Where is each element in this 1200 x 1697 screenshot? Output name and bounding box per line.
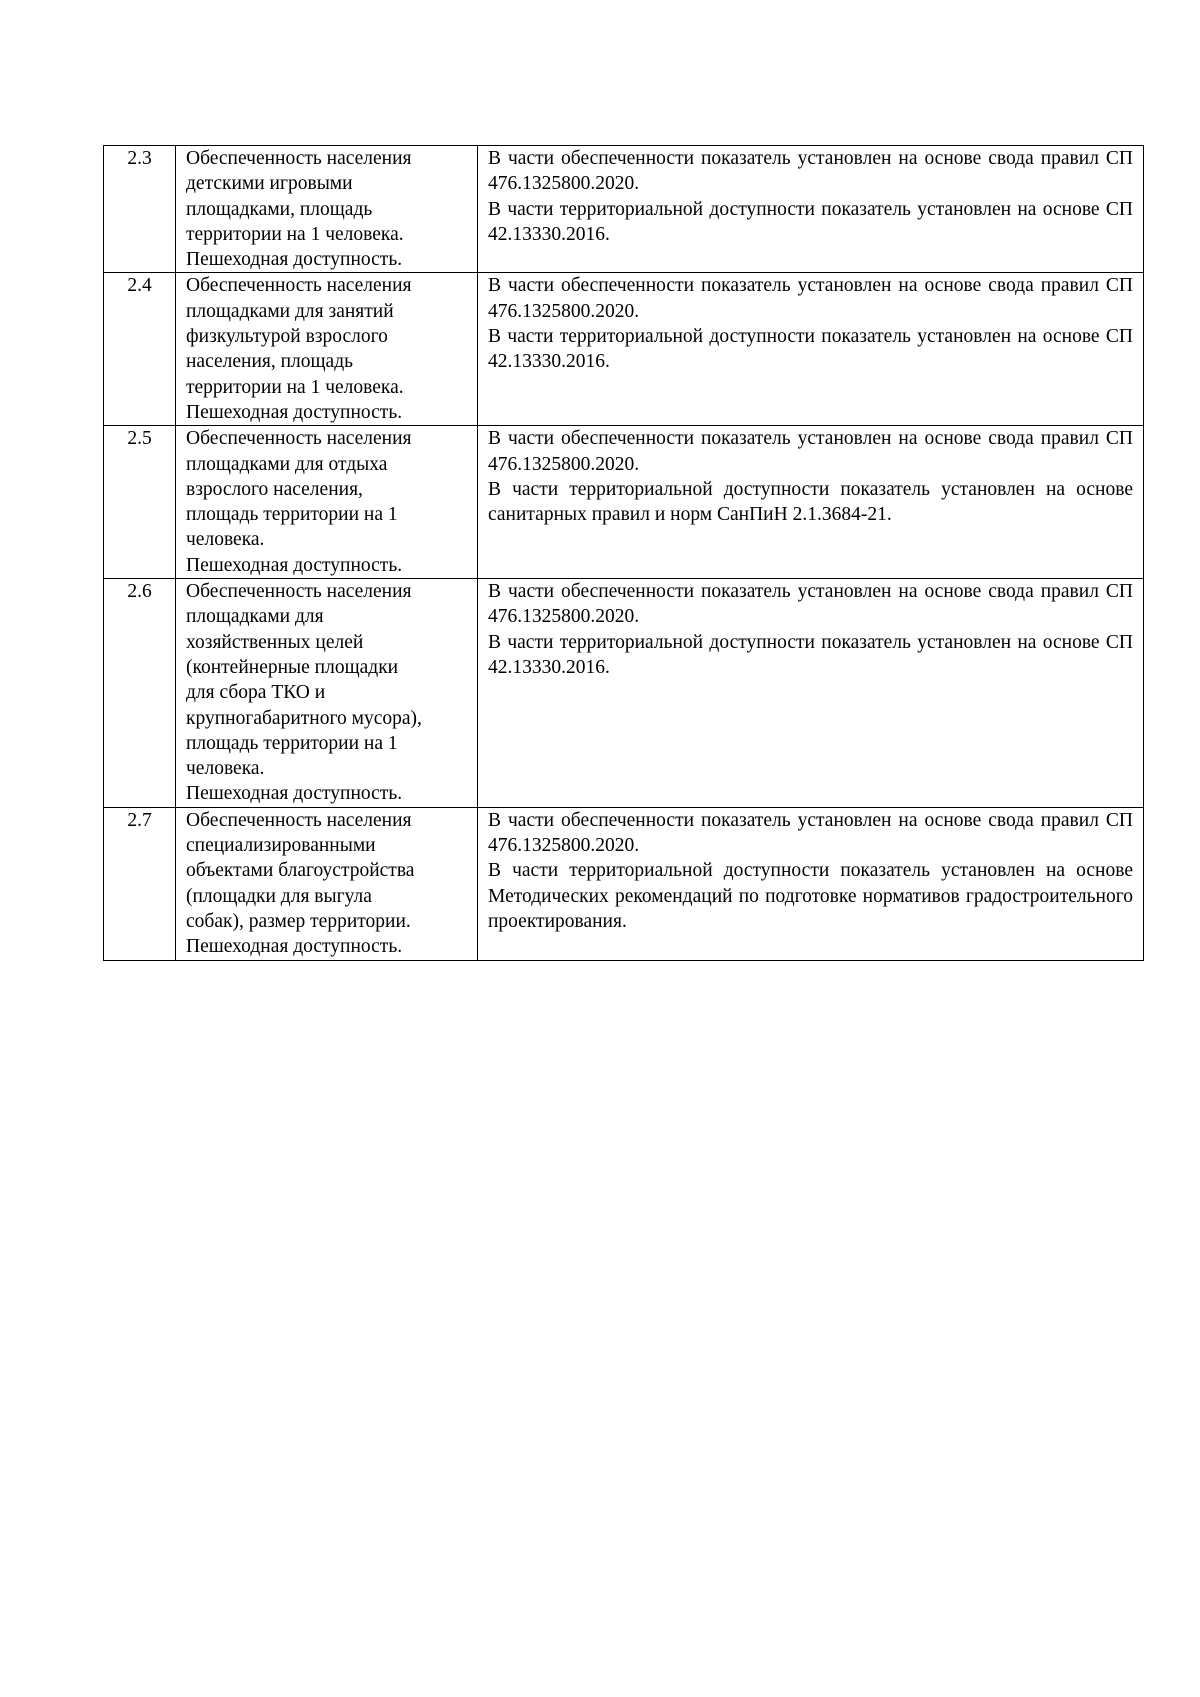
table-row: [104, 146, 1144, 273]
indicator-cell: [176, 273, 478, 426]
indicator-line: Пешеходная доступность.: [186, 401, 403, 423]
basis-paragraph: В части территориальной доступности показатель установлен на основе СП 42.13330.2016.: [488, 326, 1133, 373]
indicator-line: площадками для занятий: [186, 300, 394, 322]
table-row: [104, 579, 1144, 808]
indicator-line: Пешеходная доступность.: [186, 249, 403, 271]
indicator-line: территории на 1 человека.: [186, 376, 404, 398]
basis-cell: [478, 579, 1144, 808]
indicator-line: Обеспеченность населения: [186, 809, 412, 831]
indicator-cell: [176, 426, 478, 579]
indicator-line: площадками для отдыха: [186, 453, 388, 475]
indicator-line: (контейнерные площадки: [186, 656, 399, 678]
row-number: 2.4: [104, 273, 176, 426]
indicator-line: для сбора ТКО и: [186, 682, 326, 704]
table-body: [104, 146, 1144, 961]
basis-paragraph: В части территориальной доступности показатель установлен на основе СП 42.13330.2016.: [488, 631, 1133, 678]
basis-paragraph: В части обеспеченности показатель установлен на основе свода правил СП 476.1325800.2020.: [488, 275, 1133, 322]
indicator-line: Обеспеченность населения: [186, 428, 412, 450]
basis-cell: [478, 146, 1144, 273]
indicator-line: территории на 1 человека.: [186, 223, 404, 245]
indicator-line: человека.: [186, 758, 265, 780]
indicator-line: взрослого населения,: [186, 478, 363, 500]
basis-paragraph: В части обеспеченности показатель установлен на основе свода правил СП 476.1325800.2020.: [488, 581, 1133, 628]
indicator-line: (площадки для выгула: [186, 885, 372, 907]
table-row: [104, 426, 1144, 579]
indicator-line: крупногабаритного мусора),: [186, 707, 422, 729]
basis-paragraph: В части обеспеченности показатель установлен на основе свода правил СП 476.1325800.2020.: [488, 428, 1133, 475]
indicator-cell: [176, 579, 478, 808]
row-number: 2.7: [104, 807, 176, 960]
row-number: 2.3: [104, 146, 176, 273]
indicator-cell: [176, 146, 478, 273]
standards-table: [103, 145, 1144, 961]
basis-paragraph: В части территориальной доступности показатель установлен на основе санитарных правил и норм СанПиН 2.1.3684-21.: [488, 478, 1133, 526]
basis-paragraph: В части обеспеченности показатель установлен на основе свода правил СП 476.1325800.2020.: [488, 809, 1133, 857]
indicator-line: специализированными: [186, 835, 376, 857]
table-row: [104, 273, 1144, 426]
indicator-line: хозяйственных целей: [186, 631, 364, 653]
row-number: 2.6: [104, 579, 176, 808]
indicator-line: человека.: [186, 529, 265, 551]
indicator-line: площадками для: [186, 606, 324, 628]
indicator-line: физкультурой взрослого: [186, 326, 388, 348]
basis-paragraph: В части территориальной доступности показатель установлен на основе Методических рекомендаций по подготовке нормативов градостроительного проектирования.: [488, 860, 1133, 932]
indicator-line: площадь территории на 1: [186, 504, 398, 526]
indicator-line: объектами благоустройства: [186, 860, 415, 882]
indicator-line: собак), размер территории.: [186, 910, 411, 932]
indicator-line: Обеспеченность населения: [186, 148, 412, 169]
indicator-line: Пешеходная доступность.: [186, 554, 403, 576]
basis-paragraph: В части обеспеченности показатель установлен на основе свода правил СП 476.1325800.2020.: [488, 148, 1133, 195]
indicator-line: площадками, площадь: [186, 198, 373, 220]
indicator-line: Пешеходная доступность.: [186, 783, 403, 805]
basis-cell: [478, 273, 1144, 426]
basis-paragraph: В части территориальной доступности показатель установлен на основе СП 42.13330.2016.: [488, 198, 1133, 245]
basis-cell: [478, 807, 1144, 960]
indicator-line: Обеспеченность населения: [186, 275, 412, 297]
indicator-line: детскими игровыми: [186, 173, 353, 195]
indicator-line: населения, площадь: [186, 351, 354, 373]
table-row: [104, 807, 1144, 960]
row-number: 2.5: [104, 426, 176, 579]
indicator-line: площадь территории на 1: [186, 732, 398, 754]
basis-cell: [478, 426, 1144, 579]
indicator-line: Обеспеченность населения: [186, 581, 412, 603]
indicator-cell: [176, 807, 478, 960]
indicator-line: Пешеходная доступность.: [186, 936, 403, 958]
